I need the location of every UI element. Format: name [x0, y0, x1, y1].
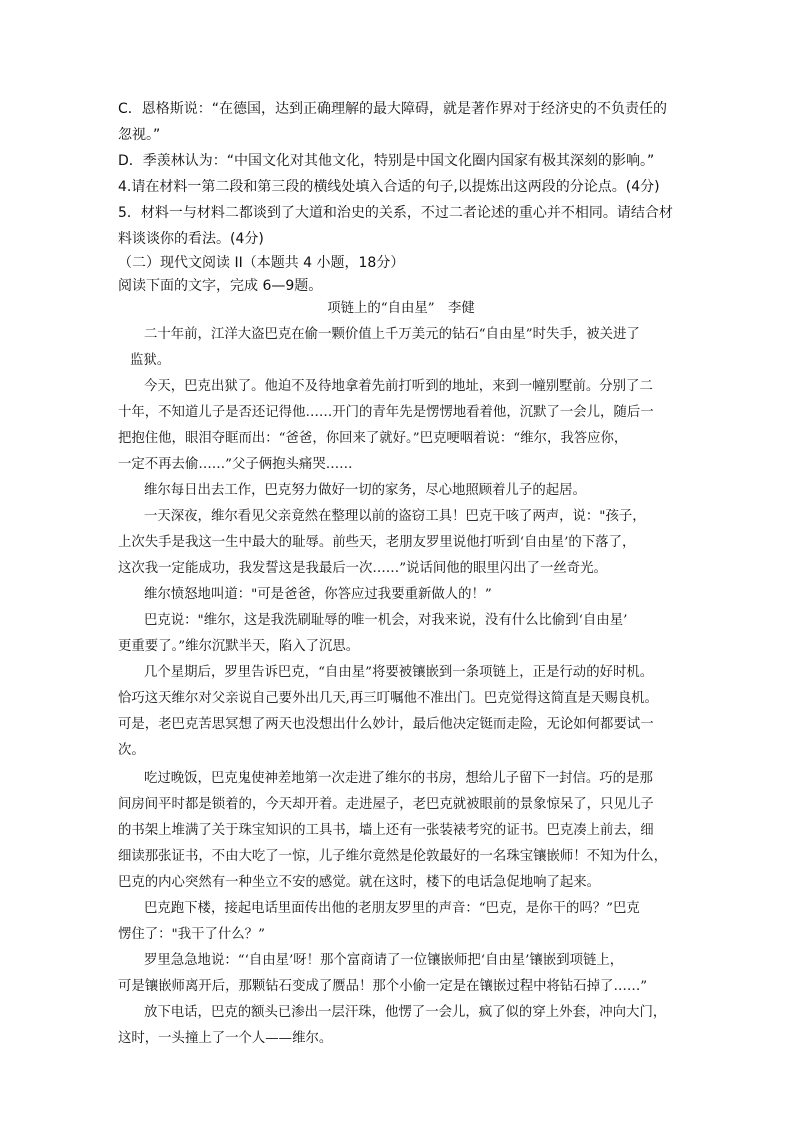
- story-paragraph-line: 次。: [118, 743, 145, 758]
- story-paragraph-line: 细读那张证书，不由大吃了一惊，儿子维尔竟然是伦敦最好的一名珠宝镶嵌师！不知为什么，: [118, 849, 668, 864]
- story-paragraph-line: 可是，老巴克苦思冥想了两天也没想出什么妙计，最后他决定铤而走险，无论如何都要试一: [118, 717, 654, 732]
- story-paragraph-line: 把抱住他，眼泪夺眶而出：“爸爸，你回来了就好。”巴克哽咽着说：“维尔，我答应你，: [118, 431, 628, 446]
- option-c-line-2: 忽视。”: [118, 127, 161, 143]
- story-paragraph-line: 放下电话，巴克的额头已渗出一层汗珠，他愣了一会儿，疯了似的穿上外套，冲向大门，: [144, 1005, 667, 1020]
- option-c-line-1: C．恩格斯说：“在德国，达到正确理解的最大障碍，就是著作界对于经济史的不负责任的: [118, 101, 668, 117]
- story-paragraph-line: 巴克的内心突然有一种坐立不安的感觉。就在这时，楼下的电话急促地响了起来。: [118, 875, 601, 890]
- question-5-line-2: 料谈谈你的看法。(4分): [118, 231, 264, 247]
- story-paragraph-line: 一定不再去偷……”父子俩抱头痛哭……: [118, 457, 353, 472]
- section-heading: （二）现代文阅读 II（本题共 4 小题，18分）: [118, 255, 405, 271]
- story-paragraph-line: 巴克跑下楼，接起电话里面传出他的老朋友罗里的声音：“巴克，是你干的吗？”巴克: [144, 901, 640, 916]
- story-paragraph-line: 这时，一头撞上了一个人——维尔。: [118, 1031, 333, 1046]
- story-paragraph-line: 一天深夜，维尔看见父亲竟然在整理以前的盗窃工具！巴克干咳了两声，说："孩子，: [144, 509, 646, 524]
- story-paragraph-line: 罗里急急地说：“‘自由星’呀！那个富商请了一位镶嵌师把‘自由星’镶嵌到项链上，: [144, 953, 624, 968]
- question-5-line-1: 5．材料一与材料二都谈到了大道和治史的关系，不过二者论述的重心并不相同。请结合材: [118, 205, 673, 221]
- story-paragraph-line: 间房间平时都是锁着的，今天却开着。走进屋子，老巴克就被眼前的景象惊呆了，只见儿子: [118, 797, 654, 812]
- story-paragraph-line: 维尔每日出去工作，巴克努力做好一切的家务，尽心地照顾着儿子的起居。: [144, 483, 586, 498]
- story-paragraph-line: 今天，巴克出狱了。他迫不及待地拿着先前打听到的地址，来到一幢别墅前。分别了二: [144, 379, 653, 394]
- story-paragraph-line: 可是镶嵌师离开后，那颗钻石变成了赝品！那个小偷一定是在镶嵌过程中将钻石掉了……”: [118, 979, 648, 994]
- story-paragraph-line: 维尔愤怒地叫道："可是爸爸，你答应过我要重新做人的！”: [144, 587, 492, 602]
- reading-instruction: 阅读下面的文字，完成 6—9题。: [118, 278, 323, 294]
- story-paragraph-line: 二十年前，江洋大盗巴克在偷一颗价值上千万美元的钻石“自由星”时失手，被关进了: [144, 327, 640, 342]
- story-paragraph-line: 的书架上堆满了关于珠宝知识的工具书，墙上还有一张装裱考究的证书。巴克凑上前去，细: [118, 823, 654, 838]
- story-paragraph-line: 愣住了："我干了什么？”: [118, 927, 265, 942]
- story-paragraph-line: 巴克说："维尔，这是我洗刷耻辱的唯一机会，对我来说，没有什么比偷到‘自由星’: [144, 613, 628, 628]
- question-4: 4.请在材料一第二段和第三段的横线处填入合适的句子,以提炼出这两段的分论点。(4分): [118, 179, 660, 195]
- story-title: 项链上的“自由星” 李健: [327, 301, 475, 316]
- story-paragraph-line: 这次我一定能成功，我发誓这是我最后一次……”说话间他的眼里闪出了一丝奇光。: [118, 561, 607, 576]
- story-paragraph-line: 上次失手是我这一生中最大的耻辱。前些天，老朋友罗里说他打听到‘自由星’的下落了，: [118, 535, 636, 550]
- story-paragraph-line: 监狱。: [130, 353, 171, 368]
- story-paragraph-line: 吃过晚饭，巴克鬼使神差地第一次走进了维尔的书房，想给儿子留下一封信。巧的是那: [144, 771, 653, 786]
- option-d: D．季羡林认为：“中国文化对其他文化，特别是中国文化圈内国家有极其深刻的影响。”: [118, 153, 655, 169]
- story-paragraph-line: 十年，不知道儿子是否还记得他……开门的青年先是愣愣地看着他，沉默了一会儿，随后一: [118, 405, 654, 420]
- story-paragraph-line: 恰巧这天维尔对父亲说自己要外出几天,再三叮嘱他不准出门。巴克觉得这简直是天赐良机。: [118, 691, 658, 706]
- story-paragraph-line: 更重要了。”维尔沉默半天，陷入了沉思。: [118, 639, 360, 654]
- story-paragraph-line: 几个星期后，罗里告诉巴克，“自由星”将要被镶嵌到一条项链上，正是行动的好时机。: [144, 665, 654, 680]
